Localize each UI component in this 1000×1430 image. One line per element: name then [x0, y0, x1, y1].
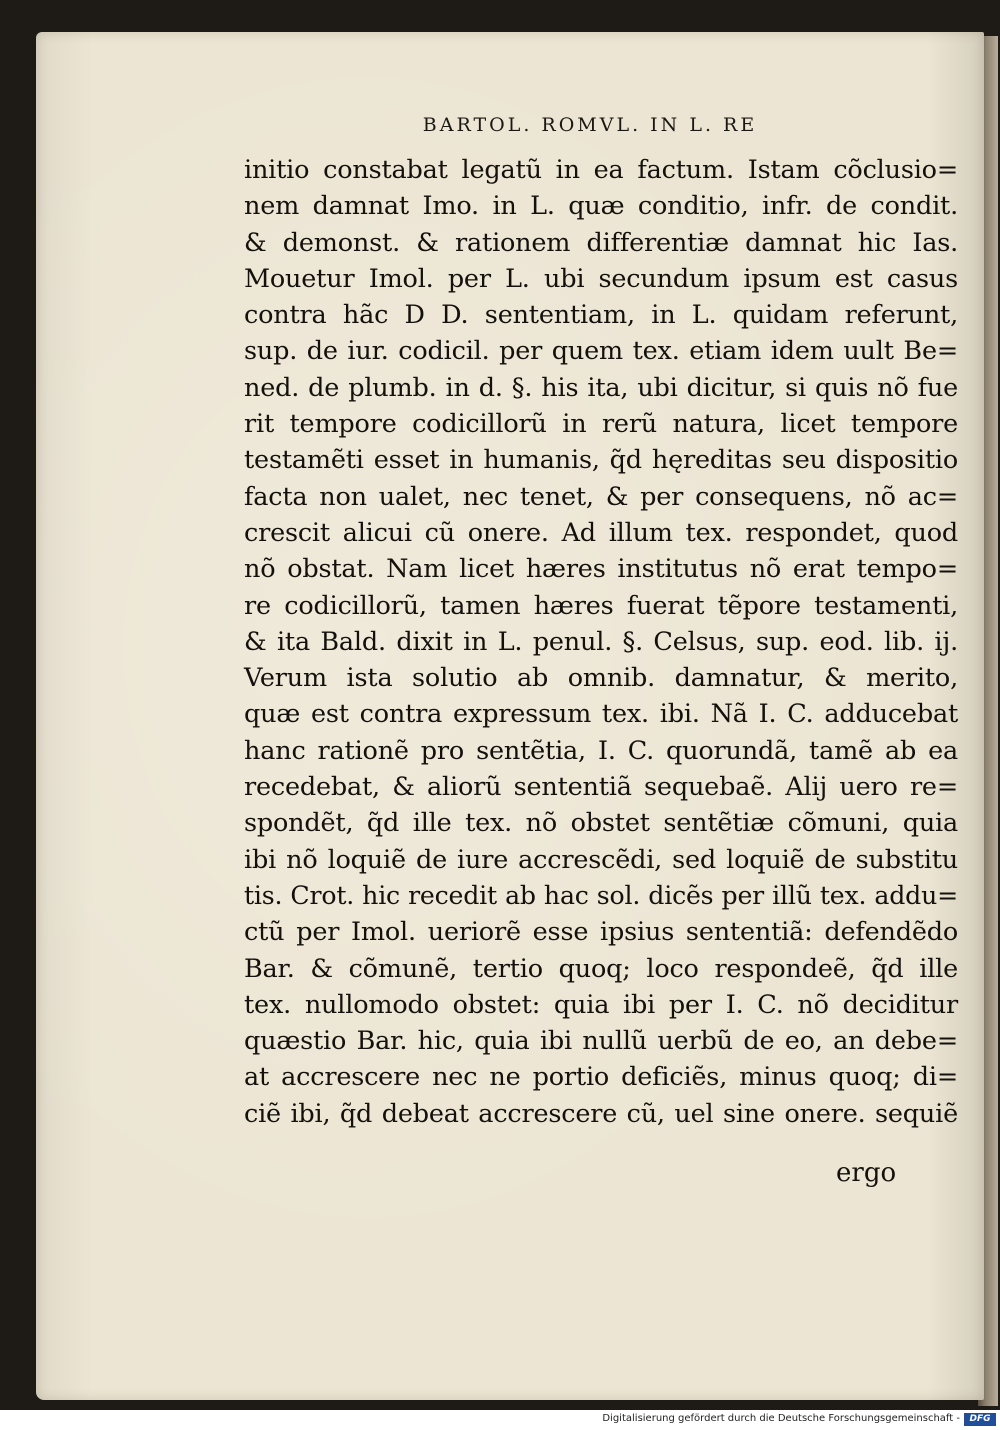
text-line: crescit alicui cũ onere. Ad illum tex. respondet, quod — [244, 517, 958, 548]
text-line: hanc rationẽ pro sentẽtia, I. C. quorundã, tamẽ ab ea — [244, 735, 958, 766]
text-line: tex. nullomodo obstet: quia ibi per I. C. nõ deciditur — [244, 989, 958, 1020]
text-line: sup. de iur. codicil. per quem tex. etiam idem uult Be= — [244, 336, 958, 367]
text-line: spondẽt, q̃d ille tex. nõ obstet sentẽtiæ cõmuni, quia — [244, 808, 958, 839]
text-line: & demonst. & rationem differentiæ damnat hic Ias. — [244, 227, 958, 258]
text-line: tis. Crot. hic recedit ab hac sol. dicẽs per illũ tex. addu= — [244, 880, 958, 910]
text-line: ctũ per Imol. ueriorẽ esse ipsius sententiã: defendẽdo — [244, 917, 958, 948]
text-line: quæstio Bar. hic, quia ibi nullũ uerbũ de eo, an debe= — [244, 1026, 958, 1057]
text-line: nem damnat Imo. in L. quæ conditio, infr. de condit. — [244, 191, 958, 222]
text-line: ibi nõ loquiẽ de iure accrescẽdi, sed loquiẽ de substitu — [244, 844, 958, 875]
footer-bar — [0, 1410, 1000, 1430]
text-line: Mouetur Imol. per L. ubi secundum ipsum est casus — [244, 263, 958, 294]
text-line: initio constabat legatũ in ea factum. Istam cõclusio= — [244, 155, 958, 185]
text-line: quæ est contra expressum tex. ibi. Nã I. C. adducebat — [244, 699, 958, 730]
dfg-logo-icon: DFG — [964, 1413, 996, 1426]
text-line: facta non ualet, nec tenet, & per consequens, nõ ac= — [244, 481, 958, 512]
text-line: ciẽ ibi, q̃d debeat accrescere cũ, uel sine onere. sequiẽ — [244, 1098, 958, 1129]
running-head: BARTOL. ROMVL. IN L. RE — [422, 114, 758, 136]
text-line: rit tempore codicillorũ in rerũ natura, licet tempore — [244, 409, 958, 440]
text-line: at accrescere nec ne portio deficiẽs, minus quoq; di= — [244, 1062, 958, 1093]
text-line: contra hãc D D. sententiam, in L. quidam referunt, — [244, 300, 958, 331]
text-line: recedebat, & aliorũ sententiã sequebaẽ. Alij uero re= — [244, 772, 958, 803]
text-line: Bar. & cõmunẽ, tertio quoq; loco respondeẽ, q̃d ille — [244, 953, 958, 984]
catchword: ergo — [836, 1158, 897, 1188]
text-line: Verum ista solutio ab omnib. damnatur, & merito, — [244, 663, 958, 694]
book-page — [36, 32, 984, 1400]
text-line: & ita Bald. dixit in L. penul. §. Celsus, sup. eod. lib. ij. — [244, 626, 958, 657]
text-line: nõ obstat. Nam licet hæres institutus nõ erat tempo= — [244, 554, 958, 585]
text-line: ned. de plumb. in d. §. his ita, ubi dicitur, si quis nõ fue — [244, 372, 958, 403]
body-text — [244, 152, 958, 1132]
text-line: testamẽti esset in humanis, q̃d hęreditas seu dispositio — [244, 445, 958, 476]
text-line: re codicillorũ, tamen hæres fuerat tẽpore testamenti, — [244, 590, 958, 621]
funding-credit: Digitalisierung gefördert durch die Deutsche Forschungsgemeinschaft - — [602, 1413, 960, 1424]
